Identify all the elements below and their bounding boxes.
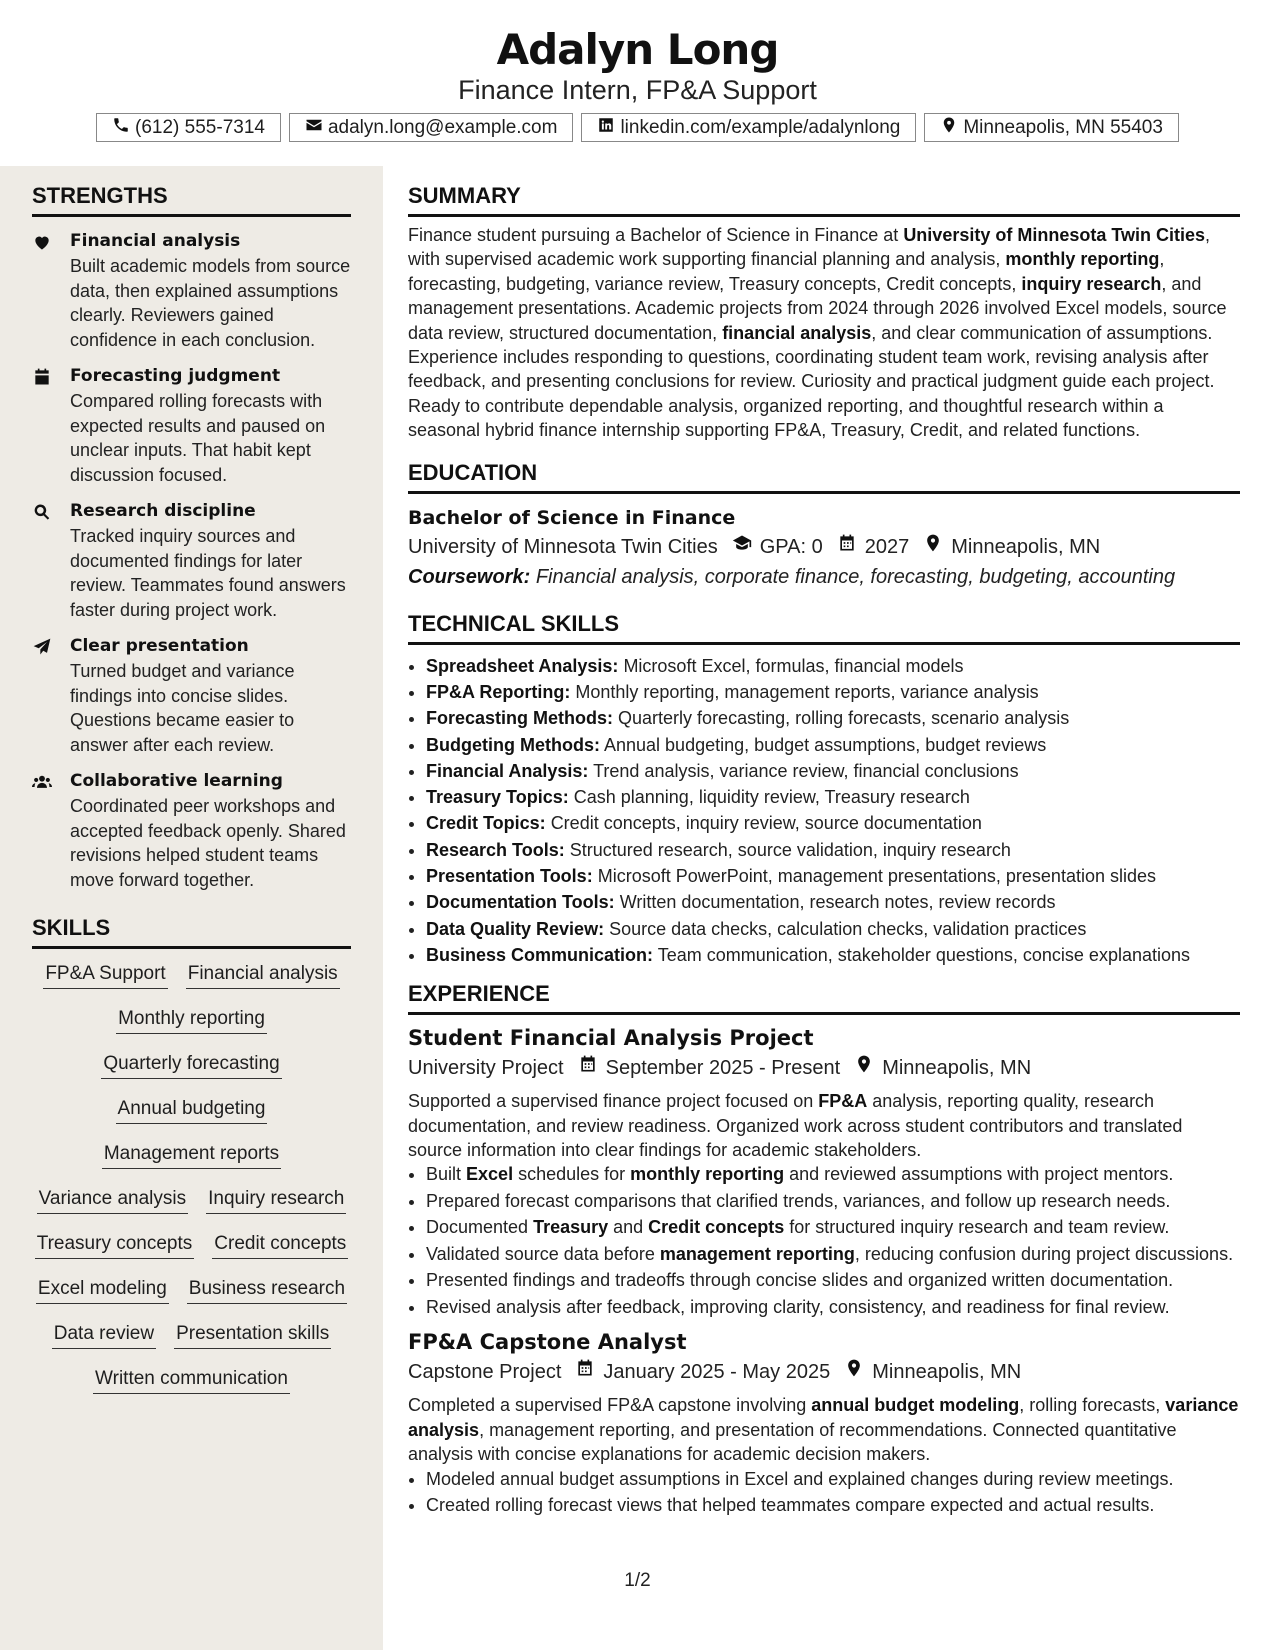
contact-email[interactable] <box>289 113 573 142</box>
text-run: for structured inquiry research and team review. <box>784 1217 1170 1238</box>
linkedin-icon <box>597 116 615 140</box>
job-dates: January 2025 - May 2025 <box>603 1361 831 1384</box>
list-item <box>426 732 1240 758</box>
job-meta <box>408 1053 1240 1083</box>
emphasis-text: Credit concepts <box>648 1217 785 1238</box>
school-name: University of Minnesota Twin Cities <box>408 535 718 558</box>
strength-item <box>32 499 351 622</box>
contact-bar <box>0 113 1275 142</box>
list-item <box>426 1189 1240 1214</box>
job-bullets <box>408 1467 1240 1518</box>
strength-description: Tracked inquiry sources and documented findings for later review. Teammates found answers faster during project work. <box>70 526 346 620</box>
skill-label: Research Tools: <box>426 839 565 860</box>
strengths-heading: STRENGTHS <box>32 180 351 217</box>
calendar-icon <box>823 532 865 562</box>
list-item <box>426 942 1240 968</box>
skill-tag: Business research <box>187 1276 347 1304</box>
skill-value: Written documentation, research notes, review records <box>619 892 1056 913</box>
text-run: Presented findings and tradeoffs through concise slides and organized written documentation. <box>426 1270 1174 1291</box>
technical-skills-heading: TECHNICAL SKILLS <box>408 608 1240 645</box>
strength-title: Research discipline <box>70 501 256 521</box>
skill-tag: Data review <box>52 1321 156 1349</box>
text-run: Modeled annual budget assumptions in Excel and explained changes during review meetings. <box>426 1468 1174 1489</box>
job-organization: University Project <box>408 1057 564 1080</box>
list-item <box>426 1162 1240 1187</box>
list-item <box>426 1268 1240 1293</box>
list-item <box>426 1467 1240 1492</box>
text-run: analysis, reporting quality, research documentation, and review readiness. Organized work across student contributors and translated source information into clear findings for academic stakeholders. <box>408 1091 1183 1161</box>
list-item <box>426 863 1240 889</box>
contact-phone-text: (612) 555-7314 <box>135 116 265 138</box>
skill-label: Credit Topics: <box>426 813 546 834</box>
map-pin-icon <box>830 1357 872 1387</box>
skills-heading: SKILLS <box>32 912 351 949</box>
skill-tag: Inquiry research <box>206 1186 346 1214</box>
job-summary <box>408 1089 1240 1162</box>
text-run: Completed a supervised FP&A capstone involving <box>408 1395 812 1416</box>
list-item <box>426 837 1240 863</box>
text-run: and <box>608 1217 649 1238</box>
strength-item <box>32 364 351 487</box>
skill-value: Source data checks, calculation checks, validation practices <box>609 918 1087 939</box>
education-heading: EDUCATION <box>408 457 1240 494</box>
job-dates: September 2025 - Present <box>605 1057 841 1080</box>
strength-title: Clear presentation <box>70 636 249 656</box>
job-organization: Capstone Project <box>408 1361 562 1384</box>
skill-label: Business Communication: <box>426 944 654 965</box>
calendar-icon <box>564 1053 606 1083</box>
skill-tag: Credit concepts <box>212 1231 348 1259</box>
paper-plane-icon <box>32 634 70 757</box>
graduation-cap-icon <box>718 532 760 562</box>
strength-description: Coordinated peer workshops and accepted feedback openly. Shared revisions helped student teams move forward together. <box>70 796 346 890</box>
emphasis-text: monthly reporting <box>630 1164 785 1185</box>
strength-item <box>32 769 351 892</box>
summary-text <box>408 223 1240 443</box>
skill-tag: Written communication <box>93 1366 290 1394</box>
skill-value: Credit concepts, inquiry review, source documentation <box>550 813 982 834</box>
emphasis-text: variance analysis <box>408 1395 1239 1440</box>
summary-heading: SUMMARY <box>408 180 1240 217</box>
emphasis-text: Excel <box>466 1164 514 1185</box>
page-number: 1/2 <box>624 1570 651 1591</box>
coursework-line <box>408 562 1240 592</box>
skill-tag: Excel modeling <box>36 1276 169 1304</box>
list-item <box>426 1295 1240 1320</box>
emphasis-text: University of Minnesota Twin Cities <box>903 225 1206 245</box>
emphasis-text: inquiry research <box>1021 273 1162 294</box>
skill-label: Forecasting Methods: <box>426 708 614 729</box>
map-pin-icon <box>909 532 951 562</box>
contact-linkedin[interactable] <box>581 113 916 142</box>
graduation-year: 2027 <box>864 535 910 558</box>
skill-label: Treasury Topics: <box>426 787 569 808</box>
experience-entry <box>408 1023 1240 1319</box>
skill-value: Team communication, stakeholder questions, concise explanations <box>657 944 1191 965</box>
skills-list <box>32 961 351 1411</box>
strength-description: Compared rolling forecasts with expected results and paused on unclear inputs. That habit kept discussion focused. <box>70 391 326 485</box>
experience-heading: EXPERIENCE <box>408 978 1240 1015</box>
job-meta <box>408 1357 1240 1387</box>
text-run: Created rolling forecast views that helped teammates compare expected and actual results. <box>426 1495 1155 1516</box>
school-location: Minneapolis, MN <box>951 535 1101 558</box>
gpa-value: GPA: 0 <box>759 535 823 558</box>
emphasis-text: Treasury <box>533 1217 609 1238</box>
list-item <box>426 758 1240 784</box>
skill-tag: Annual budgeting <box>116 1096 268 1124</box>
skill-value: Microsoft PowerPoint, management presentations, presentation slides <box>597 866 1156 887</box>
skill-tag: Presentation skills <box>174 1321 331 1349</box>
list-item <box>426 705 1240 731</box>
skill-tag: FP&A Support <box>43 961 167 989</box>
skill-value: Microsoft Excel, formulas, financial models <box>623 655 964 676</box>
text-run: , and clear communication of assumptions. Experience includes responding to questions, coordinating student team work, revising analysis after feedback, and presenting conclusions for review. Curiosity and practical judgment guide each project. Ready to contribute dependable analysis, organized reporting, and thoughtful research within a seasonal hybrid finance internship supporting FP&A, Treasury, Credit, and related functions. <box>408 322 1215 441</box>
heart-icon <box>32 229 70 352</box>
map-pin-icon <box>940 116 958 140</box>
skill-tag: Quarterly forecasting <box>101 1051 281 1079</box>
skill-value: Cash planning, liquidity review, Treasury research <box>573 787 970 808</box>
strength-description: Built academic models from source data, then explained assumptions clearly. Reviewers gained confidence in each conclusion. <box>70 256 351 350</box>
job-title: FP&A Capstone Analyst <box>408 1330 687 1355</box>
list-item <box>426 916 1240 942</box>
list-item <box>426 810 1240 836</box>
skill-tag: Management reports <box>102 1141 281 1169</box>
text-run: Supported a supervised finance project focused on <box>408 1091 819 1112</box>
skill-label: Presentation Tools: <box>426 866 593 887</box>
experience-entry <box>408 1327 1240 1517</box>
strength-item <box>32 229 351 352</box>
skill-label: Budgeting Methods: <box>426 734 600 755</box>
candidate-role: Finance Intern, FP&A Support <box>458 75 817 105</box>
strength-title: Financial analysis <box>70 231 241 251</box>
contact-location <box>924 113 1179 142</box>
search-icon <box>32 499 70 622</box>
skill-value: Quarterly forecasting, rolling forecasts, scenario analysis <box>618 708 1070 729</box>
job-location: Minneapolis, MN <box>882 1057 1032 1080</box>
list-item <box>426 1242 1240 1267</box>
degree-title: Bachelor of Science in Finance <box>408 506 736 529</box>
text-run: , and management presentations. Academic projects from 2024 through 2026 involved Excel models, source data review, structured documentation, <box>408 273 1227 343</box>
text-run: Documented <box>426 1217 534 1238</box>
text-run: Finance student pursuing a Bachelor of Science in Finance at <box>408 225 904 245</box>
skill-label: Financial Analysis: <box>426 760 589 781</box>
strength-title: Forecasting judgment <box>70 366 281 386</box>
coursework-text: Financial analysis, corporate finance, forecasting, budgeting, accounting <box>535 565 1176 588</box>
skill-tag: Variance analysis <box>37 1186 189 1214</box>
contact-location-text: Minneapolis, MN 55403 <box>963 116 1163 138</box>
list-item <box>426 653 1240 679</box>
users-icon <box>32 769 70 892</box>
text-run: , rolling forecasts, <box>1019 1395 1166 1416</box>
job-title: Student Financial Analysis Project <box>408 1026 814 1051</box>
skill-label: Data Quality Review: <box>426 918 605 939</box>
job-bullets <box>408 1162 1240 1319</box>
list-item <box>426 1493 1240 1518</box>
skill-value: Structured research, source validation, inquiry research <box>569 839 1011 860</box>
skill-value: Monthly reporting, management reports, variance analysis <box>575 681 1039 702</box>
list-item <box>426 679 1240 705</box>
left-column <box>32 180 351 1411</box>
skill-tag: Treasury concepts <box>35 1231 195 1259</box>
text-run: Prepared forecast comparisons that clarified trends, variances, and follow up research needs. <box>426 1190 1171 1211</box>
contact-linkedin-text: linkedin.com/example/adalynlong <box>620 116 901 138</box>
calendar-icon <box>561 1357 603 1387</box>
technical-skills-list <box>408 653 1240 969</box>
emphasis-text: annual budget modeling <box>811 1395 1020 1416</box>
right-column <box>408 180 1240 1520</box>
text-run: , with supervised academic work supporting financial planning and analysis, <box>408 225 1211 270</box>
education-meta <box>408 532 1240 562</box>
text-run: , forecasting, budgeting, variance review, Treasury concepts, Credit concepts, <box>408 249 1165 294</box>
strength-title: Collaborative learning <box>70 771 283 791</box>
text-run: Validated source data before <box>426 1243 660 1264</box>
skill-tag: Financial analysis <box>186 961 340 989</box>
job-location: Minneapolis, MN <box>872 1361 1022 1384</box>
text-run: , management reporting, and presentation of recommendations. Connected quantitative analysis with concise explanations for academic decision makers. <box>408 1419 1177 1465</box>
map-pin-icon <box>840 1053 882 1083</box>
contact-email-text: adalyn.long@example.com <box>327 116 558 138</box>
coursework-label: Coursework: <box>408 565 531 588</box>
skill-label: Documentation Tools: <box>426 892 615 913</box>
job-summary <box>408 1393 1240 1466</box>
text-run: and reviewed assumptions with project mentors. <box>784 1164 1174 1185</box>
contact-phone[interactable] <box>96 113 281 142</box>
emphasis-text: monthly reporting <box>1005 249 1160 270</box>
text-run: Revised analysis after feedback, improving clarity, consistency, and readiness for final review. <box>426 1296 1170 1317</box>
text-run: Built <box>426 1164 467 1185</box>
emphasis-text: management reporting <box>659 1243 855 1264</box>
list-item <box>426 889 1240 915</box>
text-run: schedules for <box>513 1164 631 1185</box>
resume-header <box>0 0 1275 142</box>
emphasis-text: FP&A <box>818 1091 868 1112</box>
skill-label: Spreadsheet Analysis: <box>426 655 619 676</box>
skill-value: Trend analysis, variance review, financial conclusions <box>593 760 1019 781</box>
skill-tag: Monthly reporting <box>116 1006 267 1034</box>
list-item <box>426 1215 1240 1240</box>
skill-value: Annual budgeting, budget assumptions, budget reviews <box>604 734 1047 755</box>
envelope-icon <box>305 116 323 140</box>
calendar-icon <box>32 364 70 487</box>
phone-icon <box>112 116 130 140</box>
strength-item <box>32 634 351 757</box>
list-item <box>426 784 1240 810</box>
strength-description: Turned budget and variance findings into concise slides. Questions became easier to answer after each review. <box>70 661 295 755</box>
text-run: , reducing confusion during project discussions. <box>854 1243 1234 1264</box>
skill-label: FP&A Reporting: <box>426 681 571 702</box>
emphasis-text: financial analysis <box>722 322 872 343</box>
candidate-name: Adalyn Long <box>496 25 779 74</box>
